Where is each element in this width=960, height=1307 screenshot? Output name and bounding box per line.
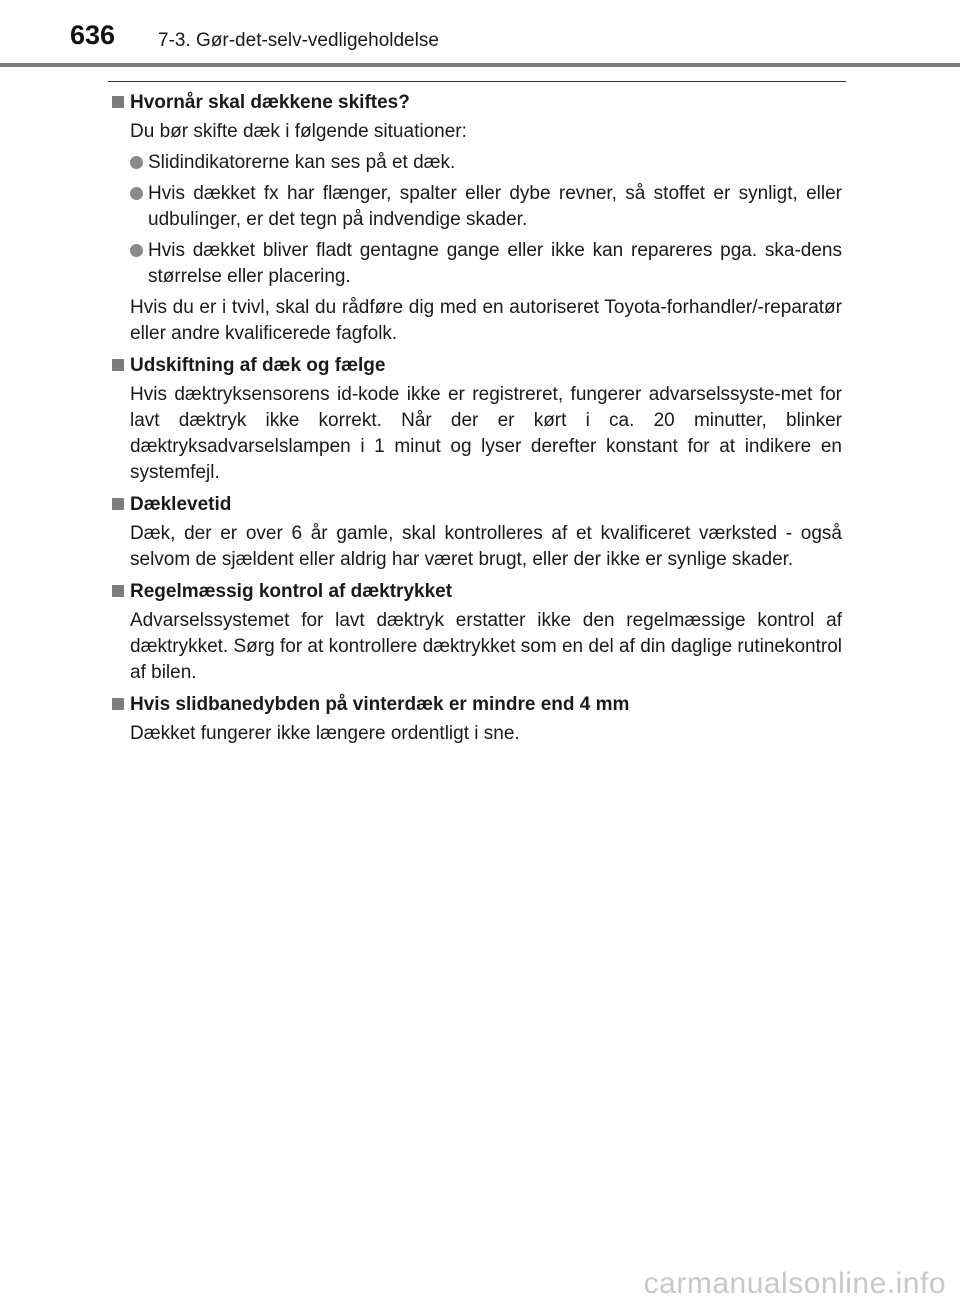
page-header [0,0,960,70]
square-bullet-icon [112,585,124,597]
section-tire-lifetime [110,492,842,573]
square-bullet-icon [112,96,124,108]
content-rule [108,81,846,82]
section-body: Dæk, der er over 6 år gamle, skal kontrolleres af et kvalificeret værksted - også selvom de sjældent eller aldrig har været brugt, eller der ikke er synlige skader. [130,523,842,570]
square-bullet-icon [112,698,124,710]
section-body: Hvis dæktryksensorens id-kode ikke er registreret, fungerer advarselssyste-met for lavt dæktryk ikke korrekt. Når der er kørt i ca. 20 minutter, blinker dæktryksadvarselslampen i 1 minut og lyser derefter konstant for at indikere en systemfejl. [130,384,842,483]
section-title: 7-3. Gør-det-selv-vedligeholdelse [158,30,439,51]
section-intro: Du bør skifte dæk i følgende situationer: [130,121,467,142]
section-heading: Dæklevetid [110,492,842,518]
section-heading: Hvis slidbanedybden på vinterdæk er mindre end 4 mm [110,692,842,718]
circle-bullet-icon [130,244,143,257]
list-item: Slidindikatorerne kan ses på et dæk. [130,150,842,176]
section-tire-rim-replacement [110,353,842,486]
section-body: Dækket fungerer ikke længere ordentligt i sne. [130,723,520,744]
circle-bullet-icon [130,156,143,169]
section-heading: Udskiftning af dæk og fælge [110,353,842,379]
circle-bullet-icon [130,187,143,200]
section-pressure-check [110,579,842,686]
page-content [110,90,842,753]
list-item: Hvis dækket bliver fladt gentagne gange eller ikke kan repareres pga. ska-dens størrelse eller placering. [130,238,842,290]
list-item: Hvis dækket fx har flænger, spalter eller dybe revner, så stoffet er synligt, eller udbulinger, er det tegn på indvendige skader. [130,181,842,233]
page-number: 636 [70,20,116,50]
section-heading: Regelmæssig kontrol af dæktrykket [110,579,842,605]
watermark: carmanualsonline.info [643,1267,946,1300]
section-heading: Hvornår skal dækkene skiftes? [110,90,842,116]
section-outro: Hvis du er i tvivl, skal du rådføre dig med en autoriseret Toyota-forhandler/-reparatør eller andre kvalificerede fagfolk. [130,297,842,344]
square-bullet-icon [112,359,124,371]
header-rule [0,63,960,67]
section-tire-replacement [110,90,842,347]
section-winter-tread [110,692,842,747]
square-bullet-icon [112,498,124,510]
section-body: Advarselssystemet for lavt dæktryk erstatter ikke den regelmæssige kontrol af dæktrykket. Sørg for at kontrollere dæktrykket som en del af din daglige rutinekontrol af bilen. [130,610,842,683]
